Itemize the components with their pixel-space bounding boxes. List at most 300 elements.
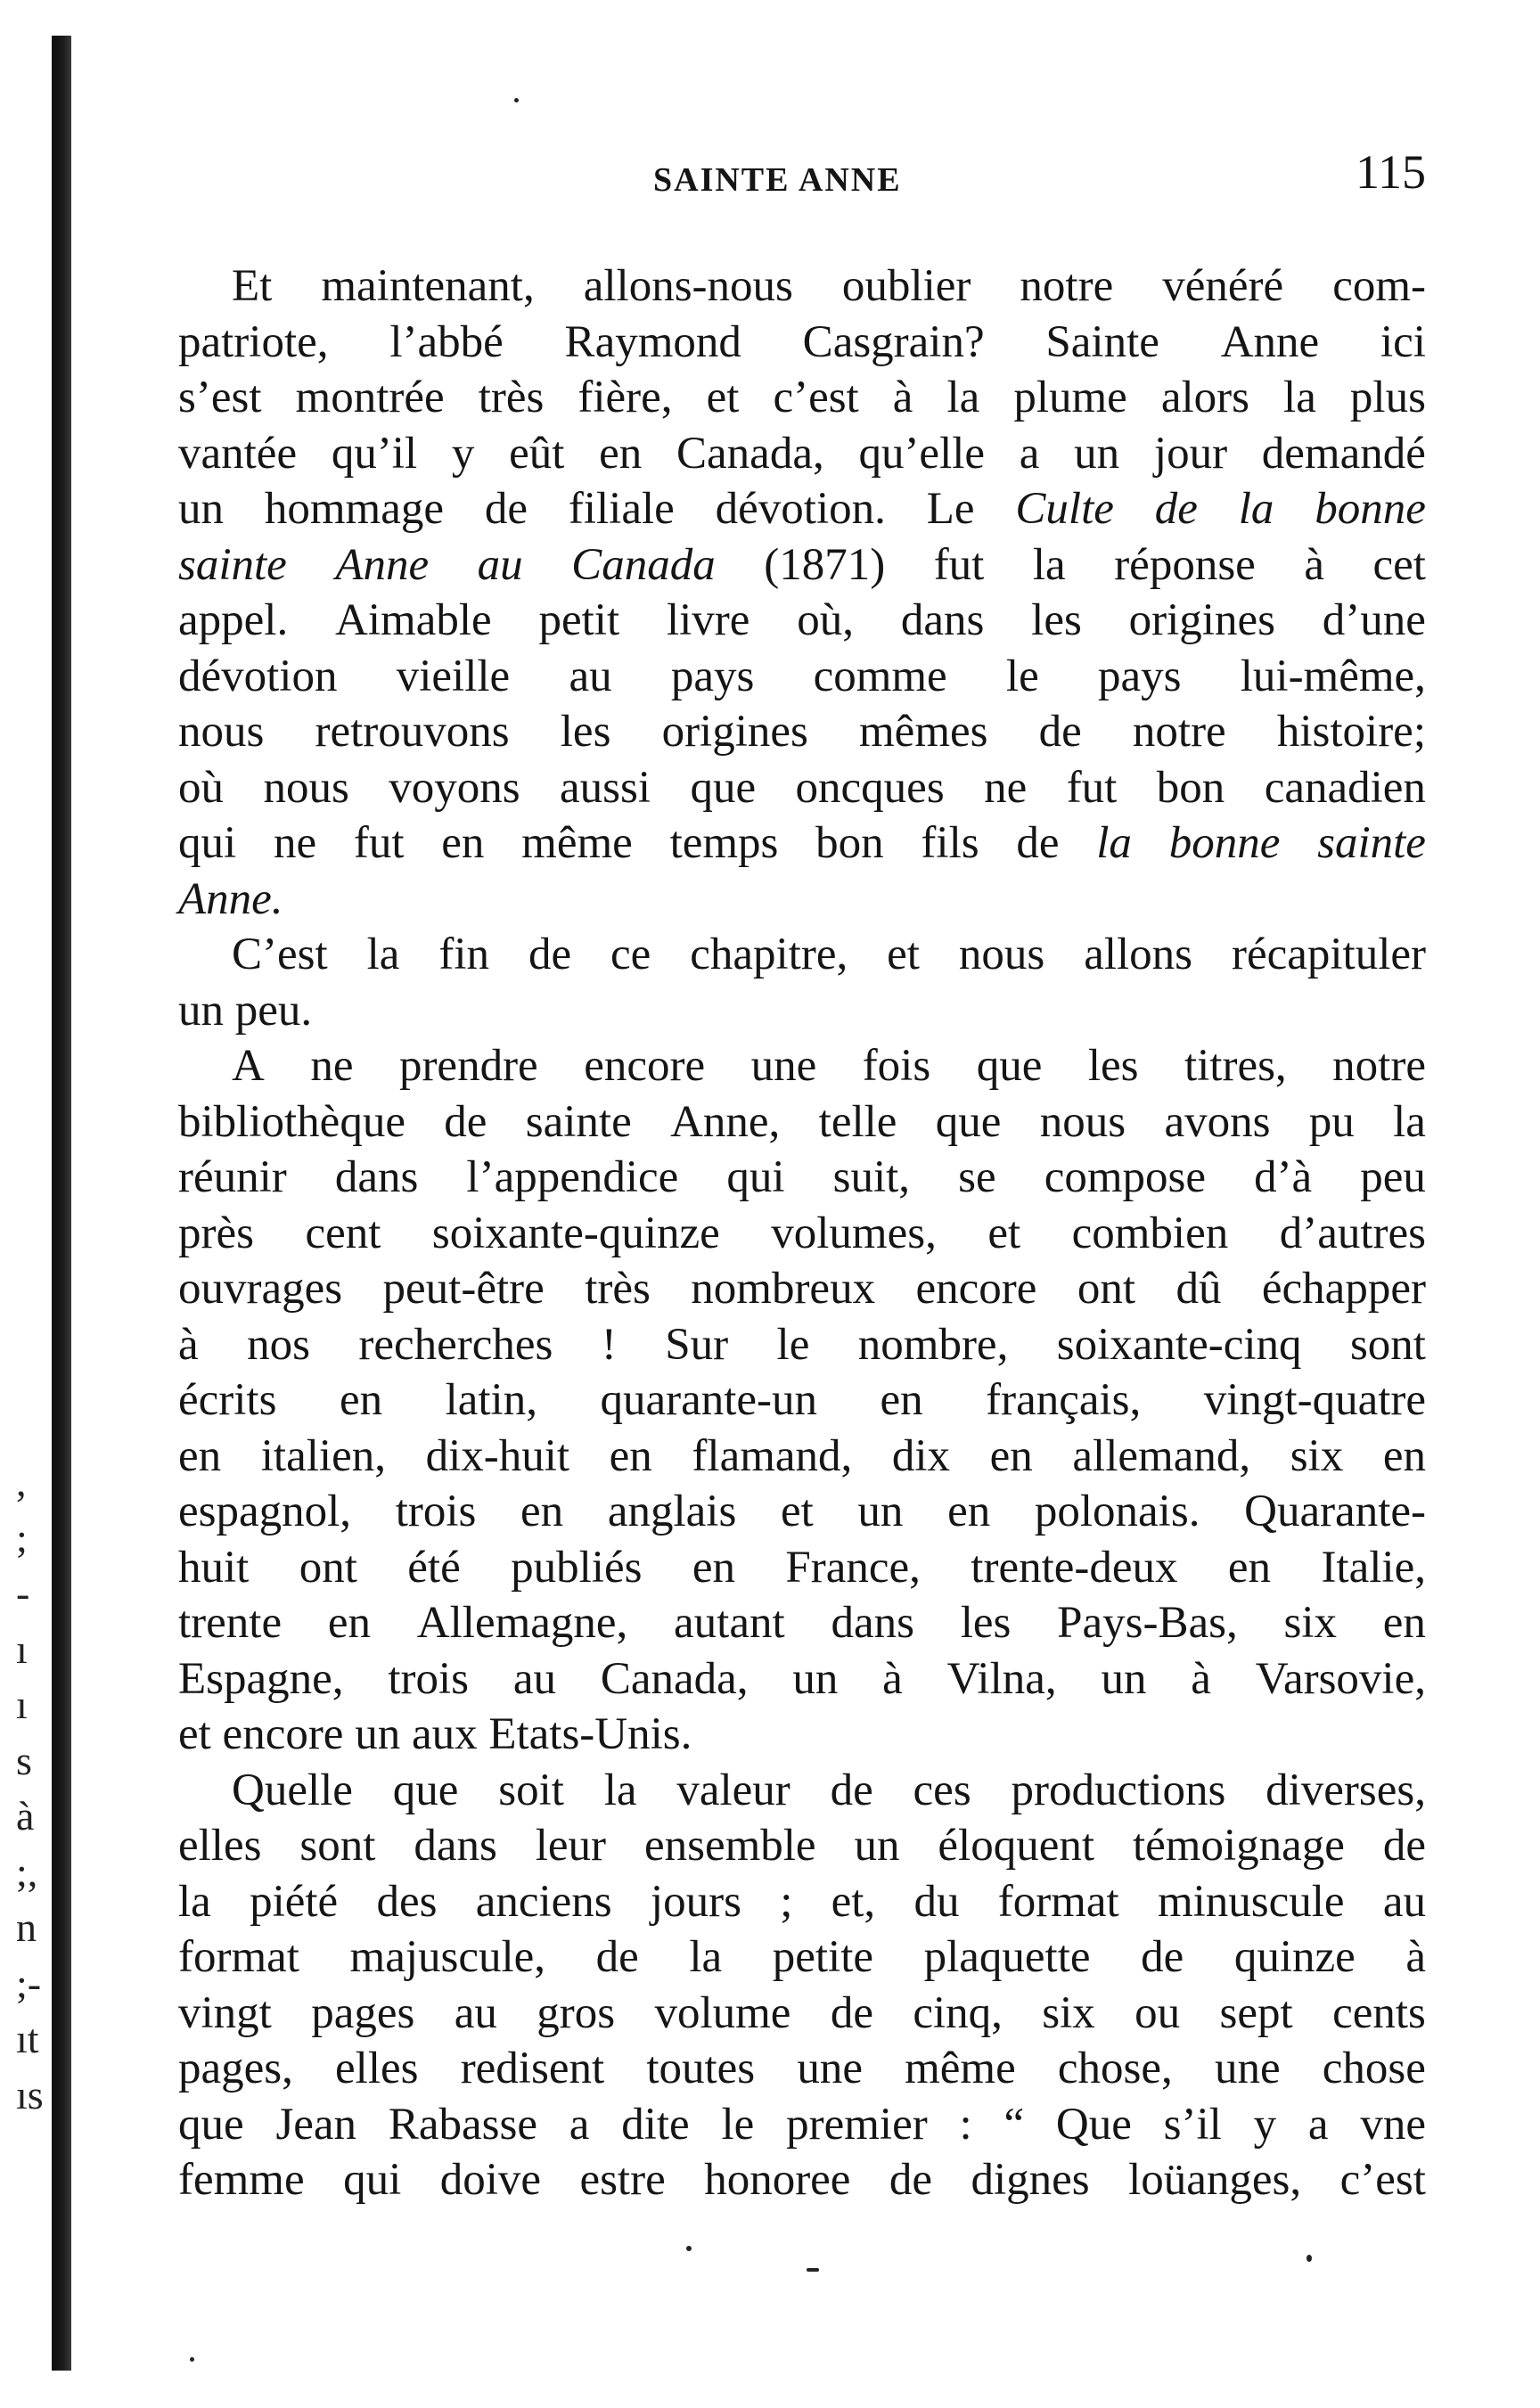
text-run: à [1304, 539, 1324, 590]
text-run: réunir [178, 1152, 287, 1202]
text-run: Quarante- [1244, 1487, 1426, 1536]
italic-text: Culte [1015, 484, 1114, 534]
margin-fragment: ı [16, 1682, 28, 1727]
text-run: ; [780, 1876, 793, 1927]
text-run: notre [1132, 707, 1226, 757]
text-run: cet [1372, 539, 1426, 590]
text-run: encore [584, 1041, 706, 1091]
text-run: dix [891, 1430, 951, 1481]
text-run: en [1382, 1430, 1426, 1481]
text-line [178, 704, 1426, 760]
text-run: la [1283, 373, 1316, 422]
text-run: les [960, 1598, 1012, 1648]
text-run: plume [1013, 373, 1127, 422]
text-run: échapper [1261, 1264, 1426, 1314]
text-run: Allemagne, [416, 1598, 628, 1648]
text-run: pu [1308, 1096, 1355, 1147]
text-run: bibliothèque [178, 1096, 405, 1147]
text-run: qui [178, 818, 237, 868]
text-run: eût [509, 428, 565, 479]
text-run: et [780, 1487, 814, 1536]
text-run: la [1032, 539, 1066, 590]
text-run: ici [1380, 316, 1426, 367]
text-run: récapituler [1231, 930, 1426, 979]
text-run: que [690, 762, 757, 813]
text-line [178, 1372, 1426, 1429]
text-run: petit [538, 595, 620, 645]
italic-text: sainte [1317, 818, 1426, 868]
text-line [178, 481, 1426, 537]
text-run: de [595, 1932, 639, 1982]
text-run: Sur [665, 1319, 729, 1370]
text-run: : [959, 2099, 972, 2150]
text-run: français, [986, 1375, 1142, 1425]
text-run: plaquette [923, 1932, 1091, 1982]
text-run: en [947, 1487, 991, 1536]
text-run: un [792, 1653, 839, 1704]
text-run: vne [1360, 2099, 1426, 2150]
text-run: pays [1098, 651, 1182, 701]
text-run: lui-même, [1240, 651, 1426, 701]
text-run: format [997, 1876, 1119, 1927]
text-line [178, 315, 1426, 371]
page-binding-shadow [52, 36, 71, 2371]
text-run: C’est [232, 930, 328, 979]
text-run: Rabasse [388, 2099, 537, 2150]
text-run: cinq, [913, 1987, 1003, 2038]
text-run: retrouvons [315, 707, 510, 757]
text-run: ces [913, 1765, 971, 1815]
facing-page-margin-fragments [16, 1454, 52, 2123]
text-line [178, 593, 1426, 649]
text-run: été [407, 1542, 461, 1593]
text-run: que [935, 1096, 1002, 1147]
text-line [178, 370, 1426, 426]
text-run: même [521, 818, 633, 868]
text-run: Quelle [232, 1765, 353, 1815]
page-header [178, 144, 1426, 207]
italic-text: bonne [1168, 818, 1281, 868]
text-run: fils [921, 818, 979, 868]
text-line [178, 2097, 1426, 2153]
text-run: anglais [607, 1487, 737, 1536]
speck [514, 98, 519, 102]
text-run: ont [1077, 1264, 1136, 1314]
text-run: de [528, 930, 572, 979]
body-text [178, 258, 1426, 2208]
italic-text: Anne. [178, 873, 283, 924]
text-run: nos [247, 1319, 310, 1370]
text-run: en [599, 428, 643, 479]
text-run: fut [933, 539, 985, 590]
text-run: trois [395, 1487, 477, 1536]
text-run: filiale [568, 484, 675, 534]
text-run: sept [1219, 1987, 1293, 2038]
text-run: de [830, 1765, 873, 1815]
text-run: fut [353, 818, 405, 868]
text-run: écrits [178, 1375, 277, 1425]
text-run: suit, [832, 1152, 911, 1202]
text-run: à [892, 373, 913, 422]
text-run: le [1005, 651, 1039, 701]
text-run: une [1214, 2044, 1281, 2093]
text-run: prendre [398, 1041, 538, 1091]
text-run: histoire; [1276, 707, 1426, 757]
text-run: sainte [525, 1096, 632, 1147]
text-run: du [913, 1876, 960, 1927]
text-run: volume [654, 1987, 791, 2038]
text-line [178, 1484, 1426, 1540]
text-run: à [178, 1319, 199, 1370]
text-line [178, 1595, 1426, 1651]
text-run: valeur [676, 1765, 790, 1815]
text-run: canadien [1264, 762, 1426, 813]
text-run: bon [815, 818, 884, 868]
text-run: pages [311, 1987, 415, 2038]
text-run: une [750, 1041, 817, 1091]
text-run: témoignage [1132, 1821, 1345, 1871]
margin-fragment: , [16, 1459, 27, 1504]
text-run: à [882, 1653, 903, 1704]
text-run: dignes [971, 2155, 1090, 2205]
text-run: dix-huit [425, 1430, 570, 1481]
text-run: compose [1044, 1152, 1206, 1202]
text-line [178, 1094, 1426, 1151]
text-run: hommage [264, 484, 444, 534]
italic-text: Anne [335, 539, 430, 590]
text-run: en [520, 1487, 564, 1536]
text-run: la [946, 373, 980, 422]
text-run: majuscule, [349, 1932, 546, 1982]
text-run: c’est [1339, 2155, 1426, 2205]
text-run: sont [1349, 1319, 1426, 1370]
text-run: montrée [295, 373, 445, 422]
text-run: Anne [1220, 316, 1320, 367]
text-line [178, 983, 1426, 1039]
text-line [178, 426, 1426, 482]
text-run: origines [661, 707, 808, 757]
text-line [178, 1038, 1426, 1094]
text-line [178, 1818, 1426, 1874]
text-run: au [1382, 1876, 1426, 1927]
text-run: latin, [445, 1375, 537, 1425]
text-line [178, 1763, 1426, 1819]
text-run: de [484, 484, 528, 534]
text-run: minuscule [1157, 1876, 1345, 1927]
text-run: près [178, 1208, 254, 1258]
text-run: six [1290, 1430, 1344, 1481]
text-run: mêmes [859, 707, 988, 757]
text-run: telle [818, 1096, 897, 1147]
text-run: loüanges, [1128, 2155, 1302, 2205]
text-run: redisent [460, 2044, 605, 2093]
text-run: plus [1349, 373, 1426, 422]
text-run: réponse [1114, 539, 1256, 590]
text-run: ce [610, 930, 651, 979]
text-run: ou [1135, 1987, 1181, 2038]
text-run: soixante-cinq [1056, 1319, 1302, 1370]
text-run: patriote, [178, 316, 329, 367]
italic-text: bonne [1315, 484, 1426, 534]
text-run: anciens [475, 1876, 612, 1927]
text-run: au [512, 1653, 556, 1704]
text-run: Casgrain? [802, 316, 985, 367]
text-run: qu’elle [858, 428, 986, 479]
text-run: encore [915, 1264, 1037, 1314]
margin-fragment: - [16, 1570, 30, 1616]
text-run: Canada, [676, 428, 824, 479]
text-line [178, 1707, 1426, 1763]
text-run: qui [726, 1152, 785, 1202]
text-run: et encore un aux Etats-Unis. [178, 1709, 692, 1759]
text-run: a [569, 2099, 590, 2150]
text-run: les [1031, 595, 1082, 645]
text-line [178, 1261, 1426, 1317]
text-run: italien, [260, 1430, 386, 1481]
text-run: de [1016, 818, 1060, 868]
text-run: un peu. [178, 985, 313, 1036]
text-run: c’est [773, 373, 859, 422]
speck [1307, 2255, 1312, 2262]
text-run: Jean [275, 2099, 357, 2150]
text-run: fin [438, 930, 489, 979]
text-run: ne [273, 818, 317, 868]
text-run: que [976, 1041, 1043, 1091]
text-run: productions [1011, 1765, 1226, 1815]
italic-text: au [477, 539, 523, 590]
text-run: la [366, 930, 400, 979]
text-line [178, 649, 1426, 705]
text-run: estre [579, 2155, 666, 2205]
text-run: nous [263, 762, 349, 813]
text-line [178, 1651, 1426, 1708]
text-run: dû [1175, 1264, 1222, 1314]
text-line [178, 258, 1426, 315]
text-run: la [178, 1876, 211, 1927]
text-run: “ [1003, 2099, 1025, 2150]
text-run: fois [862, 1041, 931, 1091]
text-run: allemand, [1072, 1430, 1251, 1481]
text-run: le [776, 1319, 810, 1370]
text-run: et [887, 930, 920, 979]
text-run: Pays-Bas, [1057, 1598, 1238, 1648]
text-run: elles [178, 1821, 262, 1871]
margin-fragment: ıt [16, 2016, 39, 2061]
text-run: se [958, 1152, 996, 1202]
text-run: piété [250, 1876, 339, 1927]
text-run: ne [310, 1041, 354, 1091]
text-run: de [1382, 1821, 1426, 1871]
margin-fragment: n [16, 1904, 37, 1950]
text-run: où [178, 762, 224, 813]
text-line [178, 2152, 1426, 2208]
text-run: le [721, 2099, 755, 2150]
text-run: femme [178, 2155, 305, 2205]
text-run: la [689, 1932, 723, 1982]
text-run: ouvrages [178, 1264, 343, 1314]
text-run: chapitre, [690, 930, 848, 979]
text-run: en [880, 1375, 923, 1425]
speck [190, 2357, 194, 2362]
text-run: jours [650, 1876, 741, 1927]
text-run: vénéré [1162, 261, 1284, 311]
text-run: ! [601, 1319, 617, 1370]
text-run: soit [498, 1765, 564, 1815]
text-run: nombreux [691, 1264, 876, 1314]
text-run: de [889, 2155, 933, 2205]
text-run: dans [831, 1598, 914, 1648]
text-run: France, [785, 1542, 921, 1593]
text-run: allons [1084, 930, 1193, 979]
text-run: à [1191, 1653, 1211, 1704]
text-run: Vilna, [946, 1653, 1057, 1704]
text-run: sont [299, 1821, 376, 1871]
text-run: vantée [178, 428, 298, 479]
text-run: Et [232, 261, 273, 311]
text-run: avons [1164, 1096, 1271, 1147]
text-run: un [1101, 1653, 1147, 1704]
text-run: flamand, [692, 1430, 853, 1481]
text-run: honoree [704, 2155, 851, 2205]
margin-fragment: à [16, 1793, 35, 1839]
text-run: oncques [795, 762, 945, 813]
text-run: éloquent [938, 1821, 1095, 1871]
text-run: et [987, 1208, 1021, 1258]
text-run: elles [335, 2044, 419, 2093]
text-run: d’une [1322, 595, 1426, 645]
text-run: en [339, 1375, 383, 1425]
text-run: fut [1066, 762, 1118, 813]
text-run: (1871) [764, 539, 886, 590]
italic-text: sainte [178, 539, 287, 590]
text-run: y [1253, 2099, 1277, 2150]
text-run: de [444, 1096, 487, 1147]
text-run: en [441, 818, 485, 868]
text-run: nous [1039, 1096, 1126, 1147]
text-run: jour [1153, 428, 1228, 479]
text-run: en [178, 1430, 222, 1481]
text-run: Aimable [335, 595, 492, 645]
text-line [178, 872, 1426, 928]
text-run: au [569, 651, 612, 701]
speck [807, 2268, 819, 2272]
text-run: Italie, [1321, 1542, 1426, 1593]
text-run: l’appendice [466, 1152, 679, 1202]
text-run: chose, [1057, 2044, 1173, 2093]
text-run: six [1283, 1598, 1337, 1648]
text-run: espagnol, [178, 1487, 352, 1536]
text-run: dans [414, 1821, 497, 1871]
text-run: A [232, 1041, 265, 1091]
margin-fragment: s [16, 1737, 32, 1783]
text-run: Canada, [600, 1653, 749, 1704]
text-run: en [989, 1430, 1033, 1481]
text-run: Varsovie, [1255, 1653, 1426, 1704]
text-run: livre [666, 595, 750, 645]
text-run: cents [1332, 1987, 1426, 2038]
text-run: trois [388, 1653, 470, 1704]
text-run: au [454, 1987, 497, 2038]
margin-fragment: ;, [16, 1848, 38, 1895]
text-run: ne [984, 762, 1028, 813]
text-run: Sainte [1045, 316, 1159, 367]
text-run: qui [343, 2155, 402, 2205]
text-line [178, 537, 1426, 594]
text-run: peu [1360, 1152, 1426, 1202]
text-run: pays [670, 651, 755, 701]
text-line [178, 1540, 1426, 1596]
text-run: alors [1160, 373, 1249, 422]
text-line [178, 1150, 1426, 1206]
text-run: soixante-quinze [431, 1208, 720, 1258]
text-run: dans [334, 1152, 419, 1202]
text-run: leur [535, 1821, 607, 1871]
text-run: que [392, 1765, 459, 1815]
text-run: trente [178, 1598, 283, 1648]
text-run: dévotion. [715, 484, 886, 534]
text-run: dévotion [178, 651, 338, 701]
text-run: maintenant, [321, 261, 535, 311]
running-title: SAINTE ANNE [653, 161, 902, 199]
text-run: fière, [578, 373, 673, 422]
text-run: vingt-quatre [1203, 1375, 1426, 1425]
text-run: demandé [1261, 428, 1426, 479]
margin-fragment: ;- [16, 1960, 42, 2006]
text-run: un [1074, 428, 1120, 479]
text-run: ont [299, 1542, 357, 1593]
text-line [178, 1986, 1426, 2042]
text-run: voyons [389, 762, 520, 813]
text-run: Que [1055, 2099, 1132, 2150]
text-run: polonais. [1034, 1487, 1200, 1536]
text-run: s’il [1163, 2099, 1222, 2150]
text-run: très [478, 373, 545, 422]
text-run: la [1393, 1096, 1426, 1147]
text-run: ensemble [643, 1821, 816, 1871]
text-run: trente-deux [971, 1542, 1178, 1593]
margin-fragment: ; [16, 1514, 28, 1560]
text-run: diverses, [1266, 1765, 1426, 1815]
text-run: Raymond [564, 316, 741, 367]
text-run: a [1019, 428, 1040, 479]
text-run: quinze [1233, 1932, 1356, 1982]
text-line [178, 760, 1426, 816]
text-run: vieille [396, 651, 511, 701]
text-run: qu’il [331, 428, 418, 479]
text-run: à [1405, 1932, 1426, 1982]
text-run: combien [1071, 1208, 1229, 1258]
text-run: de [1141, 1932, 1184, 1982]
text-run: vingt [178, 1987, 272, 2038]
text-run: où, [797, 595, 855, 645]
margin-fragment: ıs [16, 2071, 44, 2117]
text-run: même [905, 2044, 1016, 2093]
margin-fragment: ı [16, 1626, 28, 1672]
text-line [178, 927, 1426, 983]
text-run: en [609, 1430, 652, 1481]
text-run: oublier [841, 261, 971, 311]
text-run: en [1227, 1542, 1272, 1593]
text-run: notre [1332, 1041, 1426, 1091]
text-run: et, [831, 1876, 876, 1927]
text-line [178, 1206, 1426, 1262]
text-run: les [560, 707, 611, 757]
text-run: cent [305, 1208, 381, 1258]
text-run: d’autres [1279, 1208, 1426, 1258]
text-run: de [830, 1987, 873, 2038]
text-run: la [603, 1765, 637, 1815]
text-run: dans [900, 595, 985, 645]
